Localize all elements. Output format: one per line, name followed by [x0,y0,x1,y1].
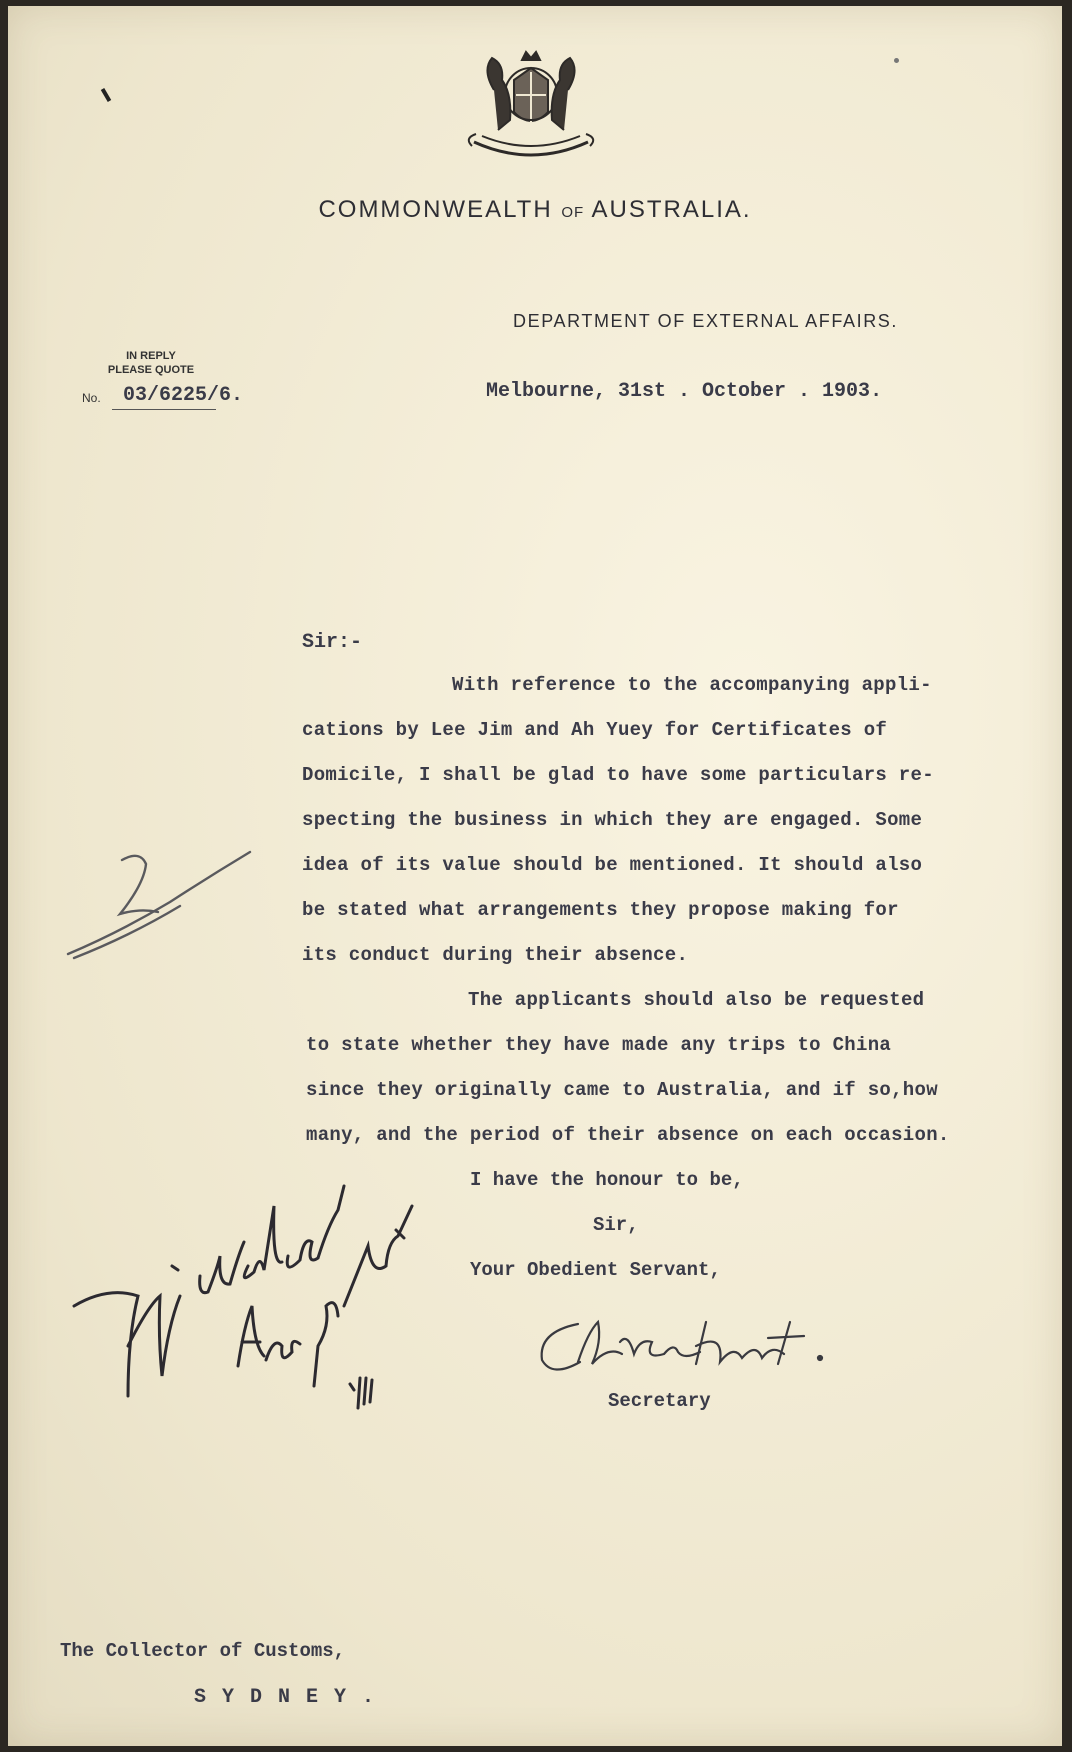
body-line: specting the business in which they are engaged. Some [302,809,923,831]
dateline: Melbourne, 31st . October . 1903. [486,380,883,403]
body-line: cations by Lee Jim and Ah Yuey for Certificates of [302,719,888,741]
department-heading: DEPARTMENT OF EXTERNAL AFFAIRS. [513,311,898,331]
ink-speck [894,58,899,63]
body-line: since they originally came to Australia, and if so,how [306,1079,938,1101]
closing-line-1: I have the honour to be, [470,1169,744,1191]
ink-speck [101,88,111,102]
reply-line-2: PLEASE QUOTE [107,364,195,376]
letterhead-title-of: OF [561,204,585,221]
coat-of-arms-icon [454,50,608,162]
letterhead-title [8,196,1062,224]
reply-instruction [96,349,206,377]
reference-label: No. [82,391,101,405]
body-line: Domicile, I shall be glad to have some particulars re- [302,764,934,786]
closing-line-3: Your Obedient Servant, [470,1259,721,1281]
salutation: Sir:- [302,631,363,654]
addressee-line-1: The Collector of Customs, [60,1640,346,1662]
addressee-line-2: SYDNEY. [194,1686,391,1709]
margin-mark-text [98,876,99,877]
letter-page [8,6,1062,1746]
body-line: The applicants should also be requested [468,989,925,1011]
reference-number: 03/6225/6. [123,384,244,407]
body-line: With reference to the accompanying appli- [452,674,932,696]
reply-line-1: IN REPLY [126,350,176,362]
body-line: many, and the period of their absence on each occasion. [306,1124,950,1146]
body-line: idea of its value should be mentioned. It should also [302,854,923,876]
signature-icon [528,1302,868,1392]
letterhead-title-part1: COMMONWEALTH [318,196,553,223]
closing-line-2: Sir, [593,1214,639,1236]
body-line: its conduct during their absence. [302,944,689,966]
handwritten-note-text [98,1296,109,1297]
margin-mark-icon [60,836,260,966]
body-line: be stated what arrangements they propose making for [302,899,899,921]
handwritten-note-icon [68,1146,468,1426]
signature-text [548,1336,553,1337]
letterhead-title-part2: AUSTRALIA. [591,196,752,223]
reference-underline [112,409,216,410]
body-line: to state whether they have made any trips to China [306,1034,892,1056]
signatory-title: Secretary [608,1390,711,1412]
